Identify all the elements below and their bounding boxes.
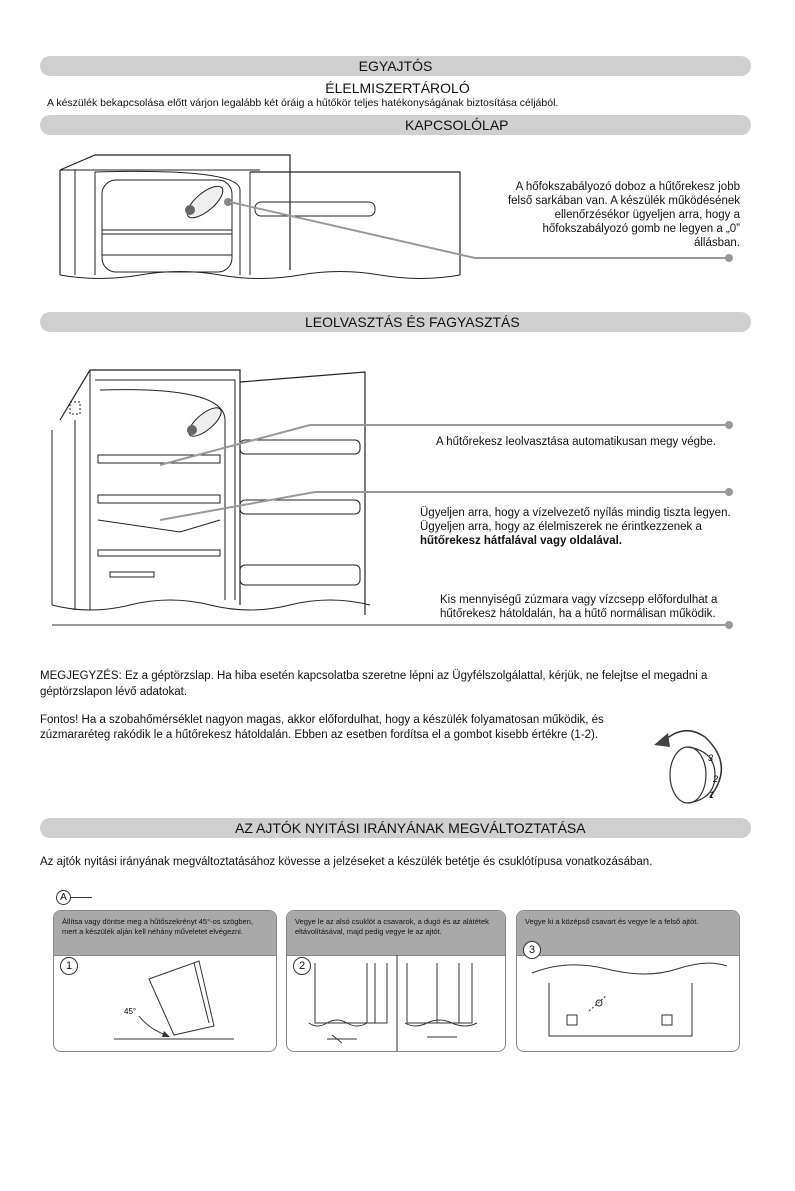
step-3-text: Vegye ki a középső csavart és vegye le a felső ajtót. <box>525 917 699 926</box>
step-panel-2 <box>286 910 506 1052</box>
subtitle-elelmiszertarolo: ÉLELMISZERTÁROLÓ <box>325 80 470 96</box>
callout-thermostat-line-4: hőfokszabályozó gomb ne legyen a „0” <box>542 223 740 235</box>
section-title-defrost: LEOLVASZTÁS ÉS FAGYASZTÁS <box>305 314 520 330</box>
callout-frost <box>440 593 717 621</box>
angle-label: 45° <box>124 1007 137 1016</box>
variant-badge <box>56 890 71 905</box>
section-title-control: KAPCSOLÓLAP <box>405 117 509 133</box>
tilt-fridge-illustration <box>54 911 276 1051</box>
variant-label: A <box>60 892 67 903</box>
callout-drain-line-2: Ügyeljen arra, hogy az élelmiszerek ne érintkezzenek a <box>420 521 702 533</box>
doors-intro: Az ajtók nyitási irányának megváltoztatásához kövesse a jelzéseket a készülék betétje és csuklótípusa vonatkozásában. <box>40 856 653 868</box>
callout-frost-line-2: hűtőrekesz hátoldalán, ha a hűtő normálisan működik. <box>440 608 716 620</box>
step-3-number: 3 <box>523 941 541 959</box>
callout-thermostat <box>440 180 740 250</box>
callout-thermostat-line-3: ellenőrzésékor ügyeljen arra, hogy a <box>554 209 740 221</box>
callout-drain-line-3: hűtőrekesz hátfalával vagy oldalával. <box>420 535 622 547</box>
section-bar-doors <box>40 818 751 838</box>
variant-rule <box>70 897 92 898</box>
step-1-number: 1 <box>60 957 78 975</box>
dial-label-2: 2 <box>713 774 719 784</box>
step-2-number: 2 <box>293 957 311 975</box>
dial-label-1: 1 <box>709 790 715 800</box>
note-important <box>40 713 700 743</box>
note-important-line-2: zúzmararéteg rakódik le a hűtőrekesz hátoldalán. Ebben az esetben fordítsa el a gombot kisebb értékre (1-2). <box>40 729 599 741</box>
title-bar-egyajtos <box>40 56 751 76</box>
callout-frost-line-1: Kis mennyiségű zúzmara vagy vízcsepp előfordulhat a <box>440 594 718 606</box>
section-bar-defrost <box>40 312 751 332</box>
section-title-doors: AZ AJTÓK NYITÁSI IRÁNYÁNAK MEGVÁLTOZTATÁSA <box>235 820 586 836</box>
note-important-line-1: Fontos! Ha a szobahőmérséklet nagyon magas, akkor előfordulhat, hogy a készülék folyamatosan működik, és <box>40 714 604 726</box>
callout-drain-line-1: Ügyeljen arra, hogy a vízelvezető nyílás mindig tiszta legyen. <box>420 507 731 519</box>
title-egyajtos: EGYAJTÓS <box>358 58 433 74</box>
step-1-text: Állítsa vagy döntse meg a hűtőszekrényt 45°-os szögben, mert a készülék alján kell néhány műveletet elvégezni. <box>62 917 254 936</box>
callout-drain <box>420 506 731 548</box>
callout-thermostat-line-1: A hőfokszabályozó doboz a hűtőrekesz jobb <box>515 181 740 193</box>
step-panel-1 <box>53 910 277 1052</box>
step-panel-3 <box>516 910 740 1052</box>
note-registration: MEGJEGYZÉS: Ez a géptörzslap. Ha hiba esetén kapcsolatba szeretne lépni az Ügyfélszolgálattal, kérjük, ne felejtse el megadni a géptörzslapon lévő adatokat. <box>40 670 708 698</box>
remove-hinge-illustration <box>287 911 505 1051</box>
callout-thermostat-line-2: felső sarkában van. A készülék működésének <box>507 195 740 207</box>
dial-label-3: 3 <box>708 753 714 763</box>
thermostat-dial-icon <box>640 725 740 810</box>
section-bar-control <box>40 115 751 135</box>
intro-text: A készülék bekapcsolása előtt várjon legalább két óráig a hűtőkör teljes hatékonyságának biztosítása céljából. <box>47 97 559 109</box>
callout-thermostat-line-5: állásban. <box>693 237 740 249</box>
step-2-text: Vegye le az alsó csuklót a csavarok, a dugó és az alátétek eltávolításával, majd pedig vegye le az ajtót. <box>295 917 489 936</box>
remove-top-door-illustration <box>517 911 739 1051</box>
callout-auto-defrost: A hűtőrekesz leolvasztása automatikusan megy végbe. <box>436 436 716 448</box>
